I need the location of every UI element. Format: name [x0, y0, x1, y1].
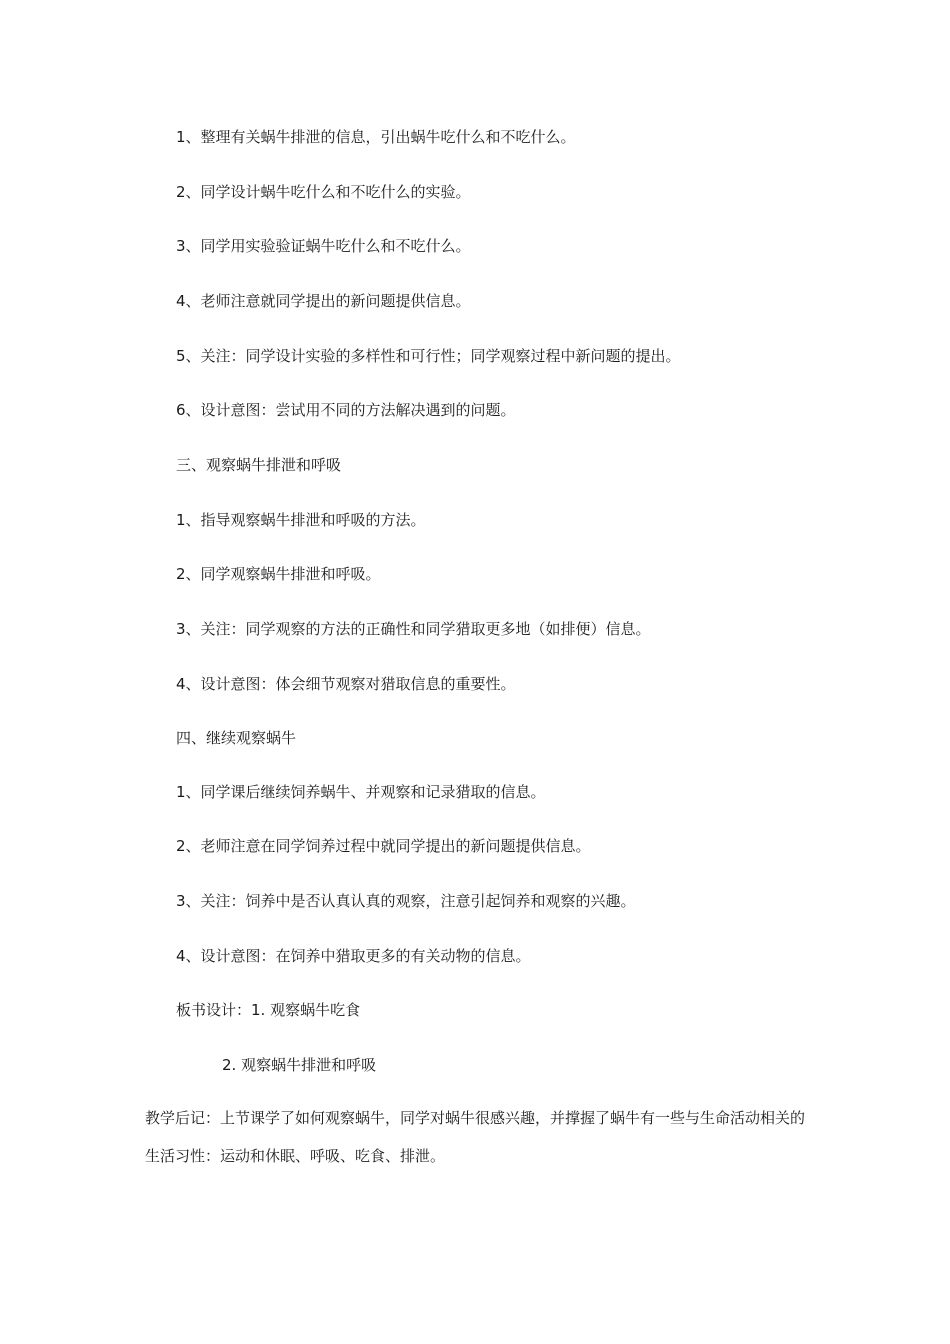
section3-item-3: 3、关注：同学观察的方法的正确性和同学猎取更多地（如排便）信息。 — [176, 620, 651, 638]
section2-item-3: 3、同学用实验验证蜗牛吃什么和不吃什么。 — [176, 237, 471, 255]
section4-item-2: 2、老师注意在同学饲养过程中就同学提出的新问题提供信息。 — [176, 837, 591, 855]
section3-heading: 三、观察蜗牛排泄和呼吸 — [176, 456, 342, 474]
section3-item-1: 1、指导观察蜗牛排泄和呼吸的方法。 — [176, 511, 426, 529]
section2-item-6: 6、设计意图：尝试用不同的方法解决遇到的问题。 — [176, 401, 516, 419]
section2-item-1: 1、整理有关蜗牛排泄的信息，引出蜗牛吃什么和不吃什么。 — [176, 128, 576, 146]
section3-item-2: 2、同学观察蜗牛排泄和呼吸。 — [176, 565, 381, 583]
section2-item-4: 4、老师注意就同学提出的新问题提供信息。 — [176, 292, 471, 310]
section2-item-5: 5、关注：同学设计实验的多样性和可行性；同学观察过程中新问题的提出。 — [176, 347, 681, 365]
section2-item-2: 2、同学设计蜗牛吃什么和不吃什么的实验。 — [176, 183, 471, 201]
board-design-line-2: 2. 观察蜗牛排泄和呼吸 — [222, 1056, 377, 1074]
section4-item-4: 4、设计意图：在饲养中猎取更多的有关动物的信息。 — [176, 947, 531, 965]
section3-item-4: 4、设计意图：体会细节观察对猎取信息的重要性。 — [176, 675, 516, 693]
section4-heading: 四、继续观察蜗牛 — [176, 729, 297, 747]
section4-item-1: 1、同学课后继续饲养蜗牛、并观察和记录猎取的信息。 — [176, 783, 546, 801]
board-design-line-1: 板书设计：1. 观察蜗牛吃食 — [176, 1001, 361, 1019]
section4-item-3: 3、关注：饲养中是否认真认真的观察，注意引起饲养和观察的兴趣。 — [176, 892, 636, 910]
teaching-postscript: 教学后记：上节课学了如何观察蜗牛，同学对蜗牛很感兴趣，并撑握了蜗牛有一些与生命活动相关的生活习性：运动和休眠、呼吸、吃食、排泄。 — [145, 1109, 806, 1165]
